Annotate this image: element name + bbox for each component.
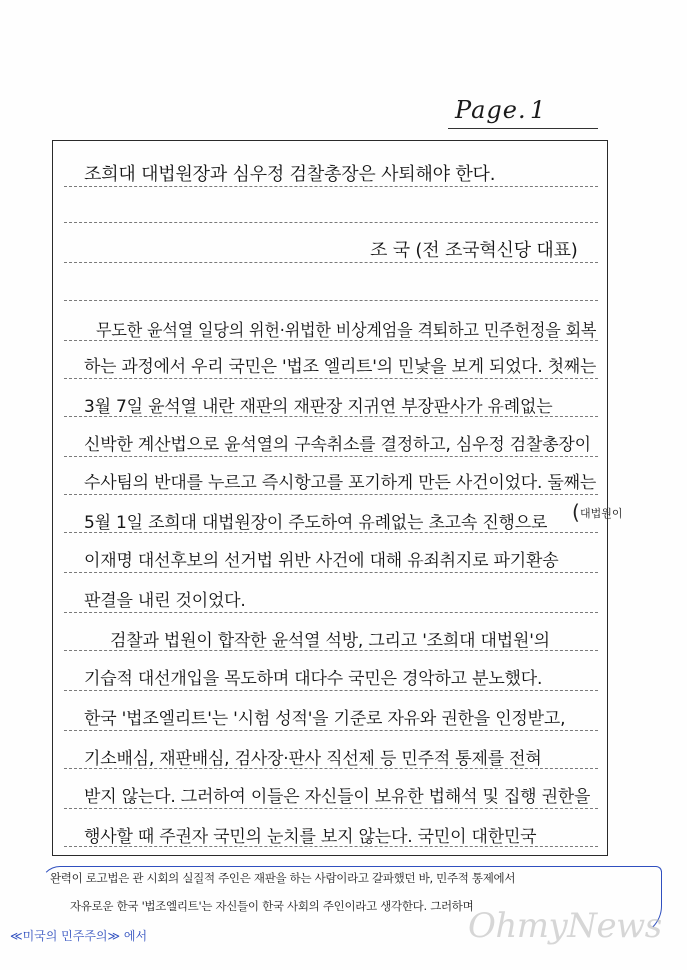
footnote-line: 완력이 로고법은 관 시회의 실질적 주인은 재판을 하는 사람이라고 갈파했던 바, 민주적 통제에서: [50, 871, 516, 885]
margin-bracket: (: [572, 500, 580, 524]
footnote-source-tag: ≪미국의 민주주의≫ 에서: [10, 929, 148, 943]
body-line: 검찰과 법원이 합작한 윤석열 석방, 그리고 '조희대 대법원'의: [110, 631, 550, 651]
ruled-line: [64, 300, 598, 301]
body-line: 3월 7일 윤석열 내란 재판의 재판장 지귀연 부장판사가 유례없는: [84, 397, 553, 417]
body-line: 판결을 내린 것이었다.: [84, 591, 246, 611]
footnote-line: 자유로운 한국 '법조엘리트'는 자신들이 한국 사회의 주인이라고 생각한다. 그러하며: [70, 899, 474, 913]
ohmynews-watermark: OhmyNews: [468, 906, 662, 946]
ruled-line: [64, 572, 598, 573]
ruled-line: [64, 808, 598, 809]
ruled-line: [64, 186, 598, 187]
page-label: Page.: [455, 96, 527, 124]
ruled-line: [64, 222, 598, 223]
body-line: 하는 과정에서 우리 국민은 '법조 엘리트'의 민낯을 보게 되었다. 첫째는: [84, 357, 597, 377]
body-line: 수사팀의 반대를 누르고 즉시항고를 포기하게 만든 사건이었다. 둘째는: [84, 473, 597, 493]
ruled-line: [64, 262, 598, 263]
ruled-line: [64, 612, 598, 613]
ruled-line: [64, 456, 598, 457]
body-line: 행사할 때 주권자 국민의 눈치를 보지 않는다. 국민이 대한민국: [84, 827, 537, 847]
body-line: 한국 '법조엘리트'는 '시험 성적'을 기준로 자유와 권한을 인정받고,: [84, 709, 566, 729]
page-underline: [448, 128, 598, 129]
body-line: 이재명 대선후보의 선거법 위반 사건에 대해 유죄취지로 파기환송: [84, 551, 559, 571]
body-line: 5월 1일 조희대 대법원장이 주도하여 유례없는 초고속 진행으로: [84, 513, 548, 533]
ruled-line: [64, 690, 598, 691]
body-line: 받지 않는다. 그러하여 이들은 자신들이 보유한 법해석 및 집행 권한을: [84, 787, 591, 807]
ruled-line: [64, 378, 598, 379]
page-number: 1: [530, 96, 546, 124]
document-title: 조희대 대법원장과 심우정 검찰총장은 사퇴해야 한다.: [84, 164, 496, 185]
body-line: 무도한 윤석열 일당의 위헌·위법한 비상계엄을 격퇴하고 민주헌정을 회복: [96, 321, 597, 341]
body-line: 신박한 계산법으로 윤석열의 구속취소를 결정하고, 심우정 검찰총장이: [84, 435, 591, 455]
body-line: 기습적 대선개입을 목도하며 대다수 국민은 경악하고 분노했다.: [84, 669, 543, 689]
ruled-line: [64, 730, 598, 731]
body-line: 기소배심, 재판배심, 검사장·판사 직선제 등 민주적 통제를 전혀: [84, 749, 542, 769]
ruled-line: [64, 494, 598, 495]
margin-note: 대법원이: [580, 507, 623, 520]
document-author: 조 국 (전 조국혁신당 대표): [370, 240, 578, 261]
